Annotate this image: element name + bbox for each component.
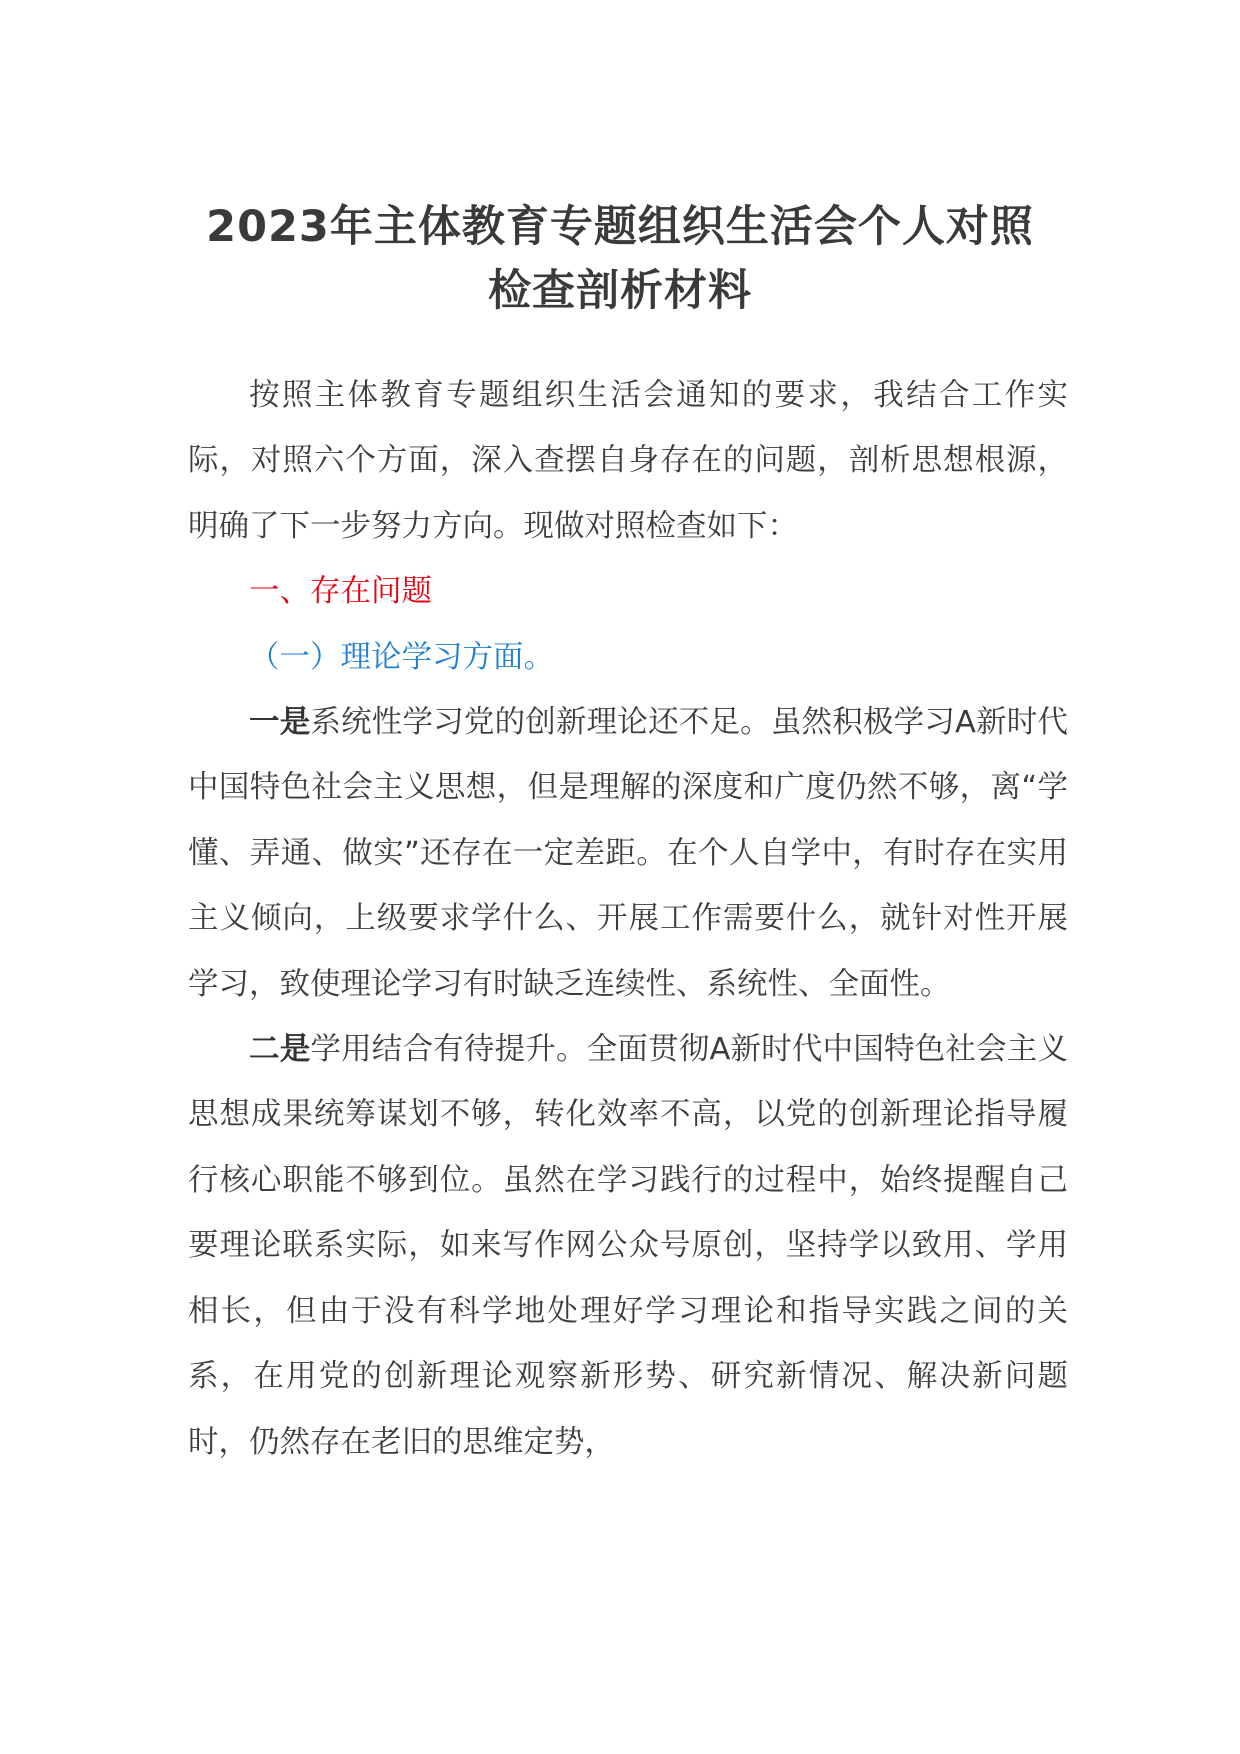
subsection-heading-theory: （一）理论学习方面。 bbox=[249, 639, 554, 675]
point-one-text: 系统性学习党的创新理论还不足。虽然积极学习A新时代中国特色社会主义思想，但是理解的深度和广度仍然不够，离“学懂、弄通、做实”还存在一定差距。在个人自学中，有时存在实用主义倾向，上级要求学什么、开展工作需要什么，就针对性开展学习，致使理论学习有时缺乏连续性、系统性、全面性。 bbox=[188, 705, 1068, 1002]
point-one-paragraph bbox=[188, 690, 1068, 1017]
point-two-paragraph bbox=[188, 1017, 1068, 1475]
section-heading-problems: 一、存在问题 bbox=[249, 574, 432, 610]
point-two-lead: 二是 bbox=[249, 1032, 311, 1068]
document-title-line2: 检查剖析材料 bbox=[488, 266, 752, 316]
point-two-text: 学用结合有待提升。全面贯彻A新时代中国特色社会主义思想成果统筹谋划不够，转化效率不高，以党的创新理论指导履行核心职能不够到位。虽然在学习践行的过程中，始终提醒自己要理论联系实际，如来写作网公众号原创，坚持学以致用、学用相长，但由于没有科学地处理好学习理论和指导实践之间的关系，在用党的创新理论观察新形势、研究新情况、解决新问题时，仍然存在老旧的思维定势， bbox=[188, 1032, 1069, 1460]
document-title-line1: 2023年主体教育专题组织生活会个人对照 bbox=[206, 202, 1034, 252]
intro-paragraph: 按照主体教育专题组织生活会通知的要求，我结合工作实际，对照六个方面，深入查摆自身存在的问题，剖析思想根源，明确了下一步努力方向。现做对照检查如下： bbox=[188, 378, 1068, 544]
point-one-lead: 一是 bbox=[249, 705, 311, 741]
document-body bbox=[188, 363, 1068, 1475]
